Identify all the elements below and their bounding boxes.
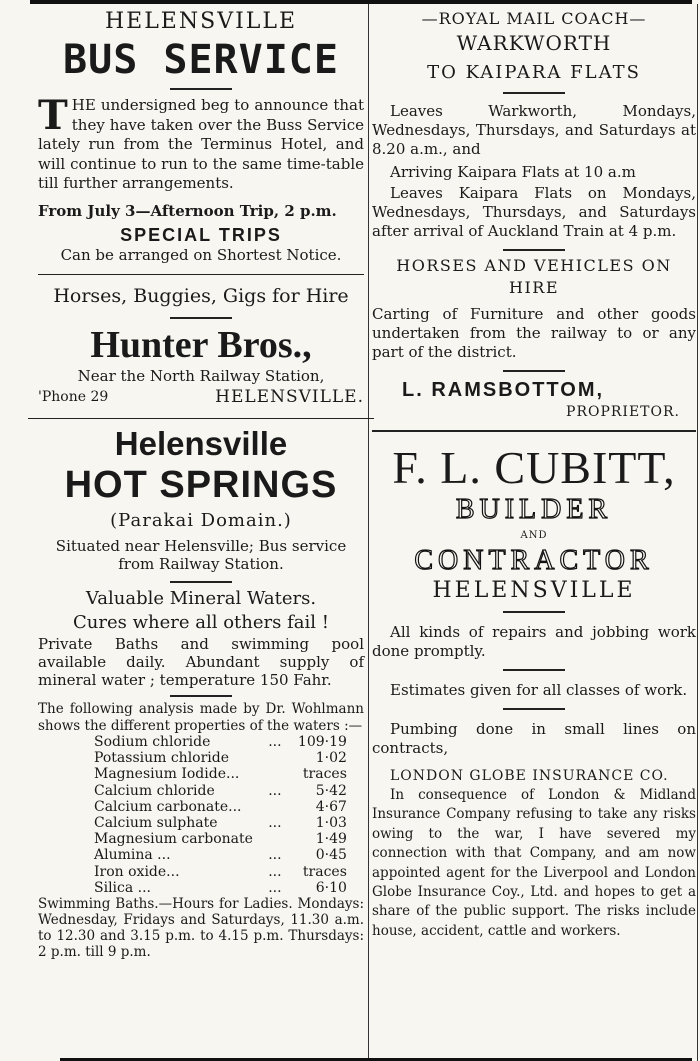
divider [170, 695, 232, 697]
proprietor-title: PROPRIETOR. [566, 404, 680, 420]
phone-number: 'Phone 29 [38, 389, 109, 405]
analysis-value: traces [302, 863, 347, 880]
bus-ad-trip: From July 3—Afternoon Trip, 2 p.m. [38, 201, 337, 220]
analysis-table [94, 734, 351, 896]
firm-address: Near the North Railway Station, [77, 366, 325, 385]
and-label: AND [520, 530, 548, 541]
left-column [38, 8, 364, 960]
cures-line: Cures where all others fail ! [73, 612, 329, 633]
analysis-name: Silica ... [94, 879, 152, 896]
divider [503, 708, 565, 710]
analysis-row [94, 750, 351, 766]
private-baths: Private Baths and swimming pool available daily. Abundant supply of mineral water ; temperature 150 Fahr. [38, 635, 364, 689]
coach-arriving: Arriving Kaipara Flats at 10 a.m [390, 163, 636, 181]
analysis-row [94, 815, 351, 831]
plumbing: Pumbing done in small lines on contracts, [372, 720, 696, 757]
analysis-name: Alumina ... [94, 847, 171, 864]
section-divider [372, 430, 696, 432]
divider [170, 317, 232, 319]
bus-service-ad [38, 8, 364, 408]
analysis-name: Magnesium Iodide... [94, 766, 240, 783]
hire-line: Horses, Buggies, Gigs for Hire [53, 284, 349, 307]
analysis-row [94, 734, 351, 750]
analysis-row [94, 783, 351, 799]
analysis-name: Calcium carbonate... [94, 798, 242, 815]
builder-ad [372, 442, 696, 941]
analysis-name: Potassium chloride [94, 750, 230, 767]
springs-situated: Situated near Helensville; Bus service from Railway Station. [55, 537, 347, 573]
footer-town: HELENSVILLE. [215, 387, 364, 407]
top-border [30, 0, 692, 4]
coach-leaves-flats: Leaves Kaipara Flats on Mondays, Wednesdays, Thursdays, and Saturdays after arrival of Auckland Train at 4 p.m. [372, 184, 696, 240]
firm-name: Hunter Bros., [90, 323, 312, 366]
analysis-dots [257, 766, 297, 782]
analysis-row [94, 880, 351, 896]
analysis-dots [257, 831, 297, 847]
coach-destination: TO KAIPARA FLATS [427, 62, 641, 83]
analysis-value: traces [302, 766, 347, 783]
analysis-value: 109·19 [297, 734, 347, 750]
contractor-title: CONTRACTOR [414, 545, 654, 576]
springs-heading-2: HOT SPRINGS [64, 464, 338, 506]
column-divider [368, 4, 369, 1061]
analysis-row [94, 864, 351, 880]
divider [503, 669, 565, 671]
proprietor-name: L. RAMSBOTTOM, [402, 379, 605, 401]
divider [503, 249, 565, 251]
analysis-dots: ... [268, 782, 282, 799]
analysis-row [94, 831, 351, 847]
analysis-name: Magnesium carbonate [94, 831, 253, 848]
estimates: Estimates given for all classes of work. [390, 681, 688, 699]
horses-vehicles: HORSES AND VEHICLES ON HIRE [396, 256, 672, 297]
analysis-intro: The following analysis made by Dr. Wohlmann shows the different properties of the waters :— [38, 701, 364, 734]
royal-mail-coach-ad [372, 8, 696, 420]
analysis-dots: ... [268, 734, 282, 750]
divider [38, 274, 364, 275]
analysis-name: Calcium chloride [94, 782, 215, 799]
springs-heading-1: Helensville [114, 425, 288, 462]
springs-subheading: (Parakai Domain.) [110, 510, 292, 531]
divider [170, 88, 232, 90]
analysis-dots [257, 750, 297, 766]
analysis-dots: ... [268, 879, 282, 896]
swimming-hours: Swimming Baths.—Hours for Ladies. Mondays: Wednesday, Fridays and Saturdays, 11.30 a.m. to 12.30 and 3.15 p.m. to 4.15 p.m. Thursdays: 2 p.m. till 9 p.m. [38, 896, 364, 961]
analysis-value: 5·42 [315, 782, 347, 799]
bus-ad-town: HELENSVILLE [104, 9, 298, 34]
special-trips-heading: SPECIAL TRIPS [120, 225, 282, 245]
carting: Carting of Furniture and other goods undertaken from the railway to or any part of the district. [372, 305, 696, 361]
analysis-name: Sodium chloride [94, 734, 211, 750]
hot-springs-ad [38, 425, 364, 960]
analysis-value: 1·03 [315, 815, 347, 832]
analysis-dots: ... [268, 863, 282, 880]
bus-ad-title: BUS SERVICE [63, 37, 339, 83]
repairs: All kinds of repairs and jobbing work done promptly. [372, 623, 696, 660]
right-column [372, 8, 696, 941]
analysis-value: 1·49 [315, 831, 347, 848]
divider [503, 92, 565, 94]
builder-town: HELENSVILLE [432, 578, 636, 603]
coach-header: —ROYAL MAIL COACH— [421, 9, 647, 28]
analysis-dots [257, 799, 297, 815]
special-trips-text: Can be arranged on Shortest Notice. [60, 246, 342, 264]
section-divider [28, 418, 374, 419]
divider [503, 370, 565, 372]
insurance-text: In consequence of London & Midland Insurance Company refusing to take any risks owing to the war, I have severed my connection with that Company, and am now appointed agent for the Liverpool and London Globe Insurance Coy., Ltd. and hopes to get a share of the public support. The risks include house, accident, cattle and workers. [372, 787, 696, 939]
builder-name: F. L. CUBITT, [392, 442, 676, 493]
analysis-row [94, 847, 351, 863]
divider [170, 581, 232, 583]
analysis-value: 4·67 [315, 798, 347, 815]
right-border [697, 4, 698, 1061]
analysis-row [94, 766, 351, 782]
analysis-row [94, 799, 351, 815]
bus-ad-announcement: THE undersigned beg to announce that they have taken over the Buss Service lately run from the Terminus Hotel, and will continue to run to the same time-table till further arrangements. [38, 92, 364, 192]
analysis-dots: ... [268, 815, 282, 832]
divider [503, 611, 565, 613]
drop-cap: T [38, 92, 68, 139]
analysis-value: 6·10 [315, 879, 347, 896]
analysis-value: 0·45 [315, 847, 347, 864]
mineral-waters: Valuable Mineral Waters. [85, 588, 317, 609]
insurance-heading: LONDON GLOBE INSURANCE CO. [390, 768, 669, 784]
phone-row [38, 386, 364, 408]
coach-leaves: Leaves Warkworth, Mondays, Wednesdays, Thursdays, and Saturdays at 8.20 a.m., and [372, 102, 696, 158]
analysis-dots: ... [268, 847, 282, 864]
builder-title: BUILDER [455, 494, 613, 525]
coach-origin: WARKWORTH [456, 31, 612, 55]
analysis-value: 1·02 [315, 750, 347, 767]
analysis-name: Calcium sulphate [94, 815, 218, 832]
analysis-name: Iron oxide... [94, 863, 180, 880]
